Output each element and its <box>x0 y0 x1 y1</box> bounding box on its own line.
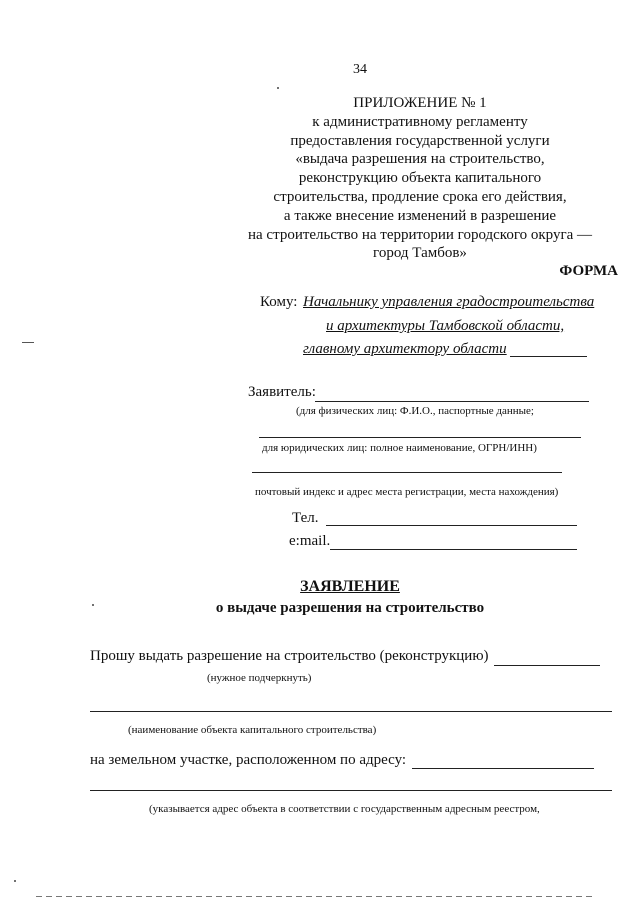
object-name-field[interactable] <box>90 711 612 712</box>
applicant-line-3[interactable] <box>252 472 562 473</box>
email-label: e:mail. <box>289 533 331 549</box>
request-type-field[interactable] <box>494 665 600 666</box>
appendix-line: на строительство на территории городского округа — <box>247 226 593 243</box>
statement-title: ЗАЯВЛЕНИЕ <box>300 578 400 595</box>
appendix-line: предоставления государственной услуги <box>290 132 550 149</box>
appendix-line: а также внесение изменений в разрешение <box>283 207 557 224</box>
applicant-line-2[interactable] <box>259 437 581 438</box>
applicant-hint-address: почтовый индекс и адрес места регистрации, места нахождения) <box>255 486 559 498</box>
recipient-line-1: Начальнику управления градостроительства <box>303 294 595 310</box>
margin-mark <box>22 342 34 343</box>
address-hint: (указывается адрес объекта в соответствии с государственным адресным реестром, <box>149 803 540 815</box>
recipient-underline <box>510 356 587 357</box>
appendix-title: ПРИЛОЖЕНИЕ № 1 <box>353 95 487 111</box>
bottom-scan-edge <box>36 896 596 897</box>
email-field[interactable] <box>330 549 577 550</box>
phone-label: Тел. <box>292 510 319 526</box>
phone-field[interactable] <box>326 525 577 526</box>
object-hint: (наименование объекта капитального строительства) <box>128 724 377 736</box>
page-number: 34 <box>353 62 367 77</box>
appendix-line: реконструкцию объекта капитального <box>298 170 542 187</box>
form-label: ФОРМА <box>559 263 618 279</box>
statement-subtitle: о выдаче разрешения на строительство <box>215 600 485 616</box>
request-text: Прошу выдать разрешение на строительство (реконструкцию) <box>90 648 489 664</box>
appendix-line: к административному регламенту <box>312 113 528 130</box>
underline-hint: (нужное подчеркнуть) <box>207 672 312 684</box>
appendix-line: город Тамбов» <box>373 245 467 262</box>
applicant-hint-legal: для юридических лиц: полное наименование, ОГРН/ИНН) <box>262 442 537 454</box>
applicant-label: Заявитель: <box>248 384 316 400</box>
scan-speck <box>92 604 94 606</box>
appendix-line: строительства, продление срока его действия, <box>273 188 567 205</box>
appendix-line: «выдача разрешения на строительство, <box>295 151 545 168</box>
recipient-label: Кому: <box>260 294 298 310</box>
applicant-line[interactable] <box>315 401 589 402</box>
scan-speck <box>14 880 16 882</box>
address-field[interactable] <box>412 768 594 769</box>
appendix-block <box>0 94 640 263</box>
recipient-line-2: и архитектуры Тамбовской области, <box>326 318 565 334</box>
recipient-line-3: главному архитектору области <box>303 341 507 357</box>
address-line-2[interactable] <box>90 790 612 791</box>
scan-speck <box>277 87 279 89</box>
location-text: на земельном участке, расположенном по адресу: <box>90 752 407 768</box>
applicant-hint-individual: (для физических лиц: Ф.И.О., паспортные данные; <box>296 405 534 417</box>
